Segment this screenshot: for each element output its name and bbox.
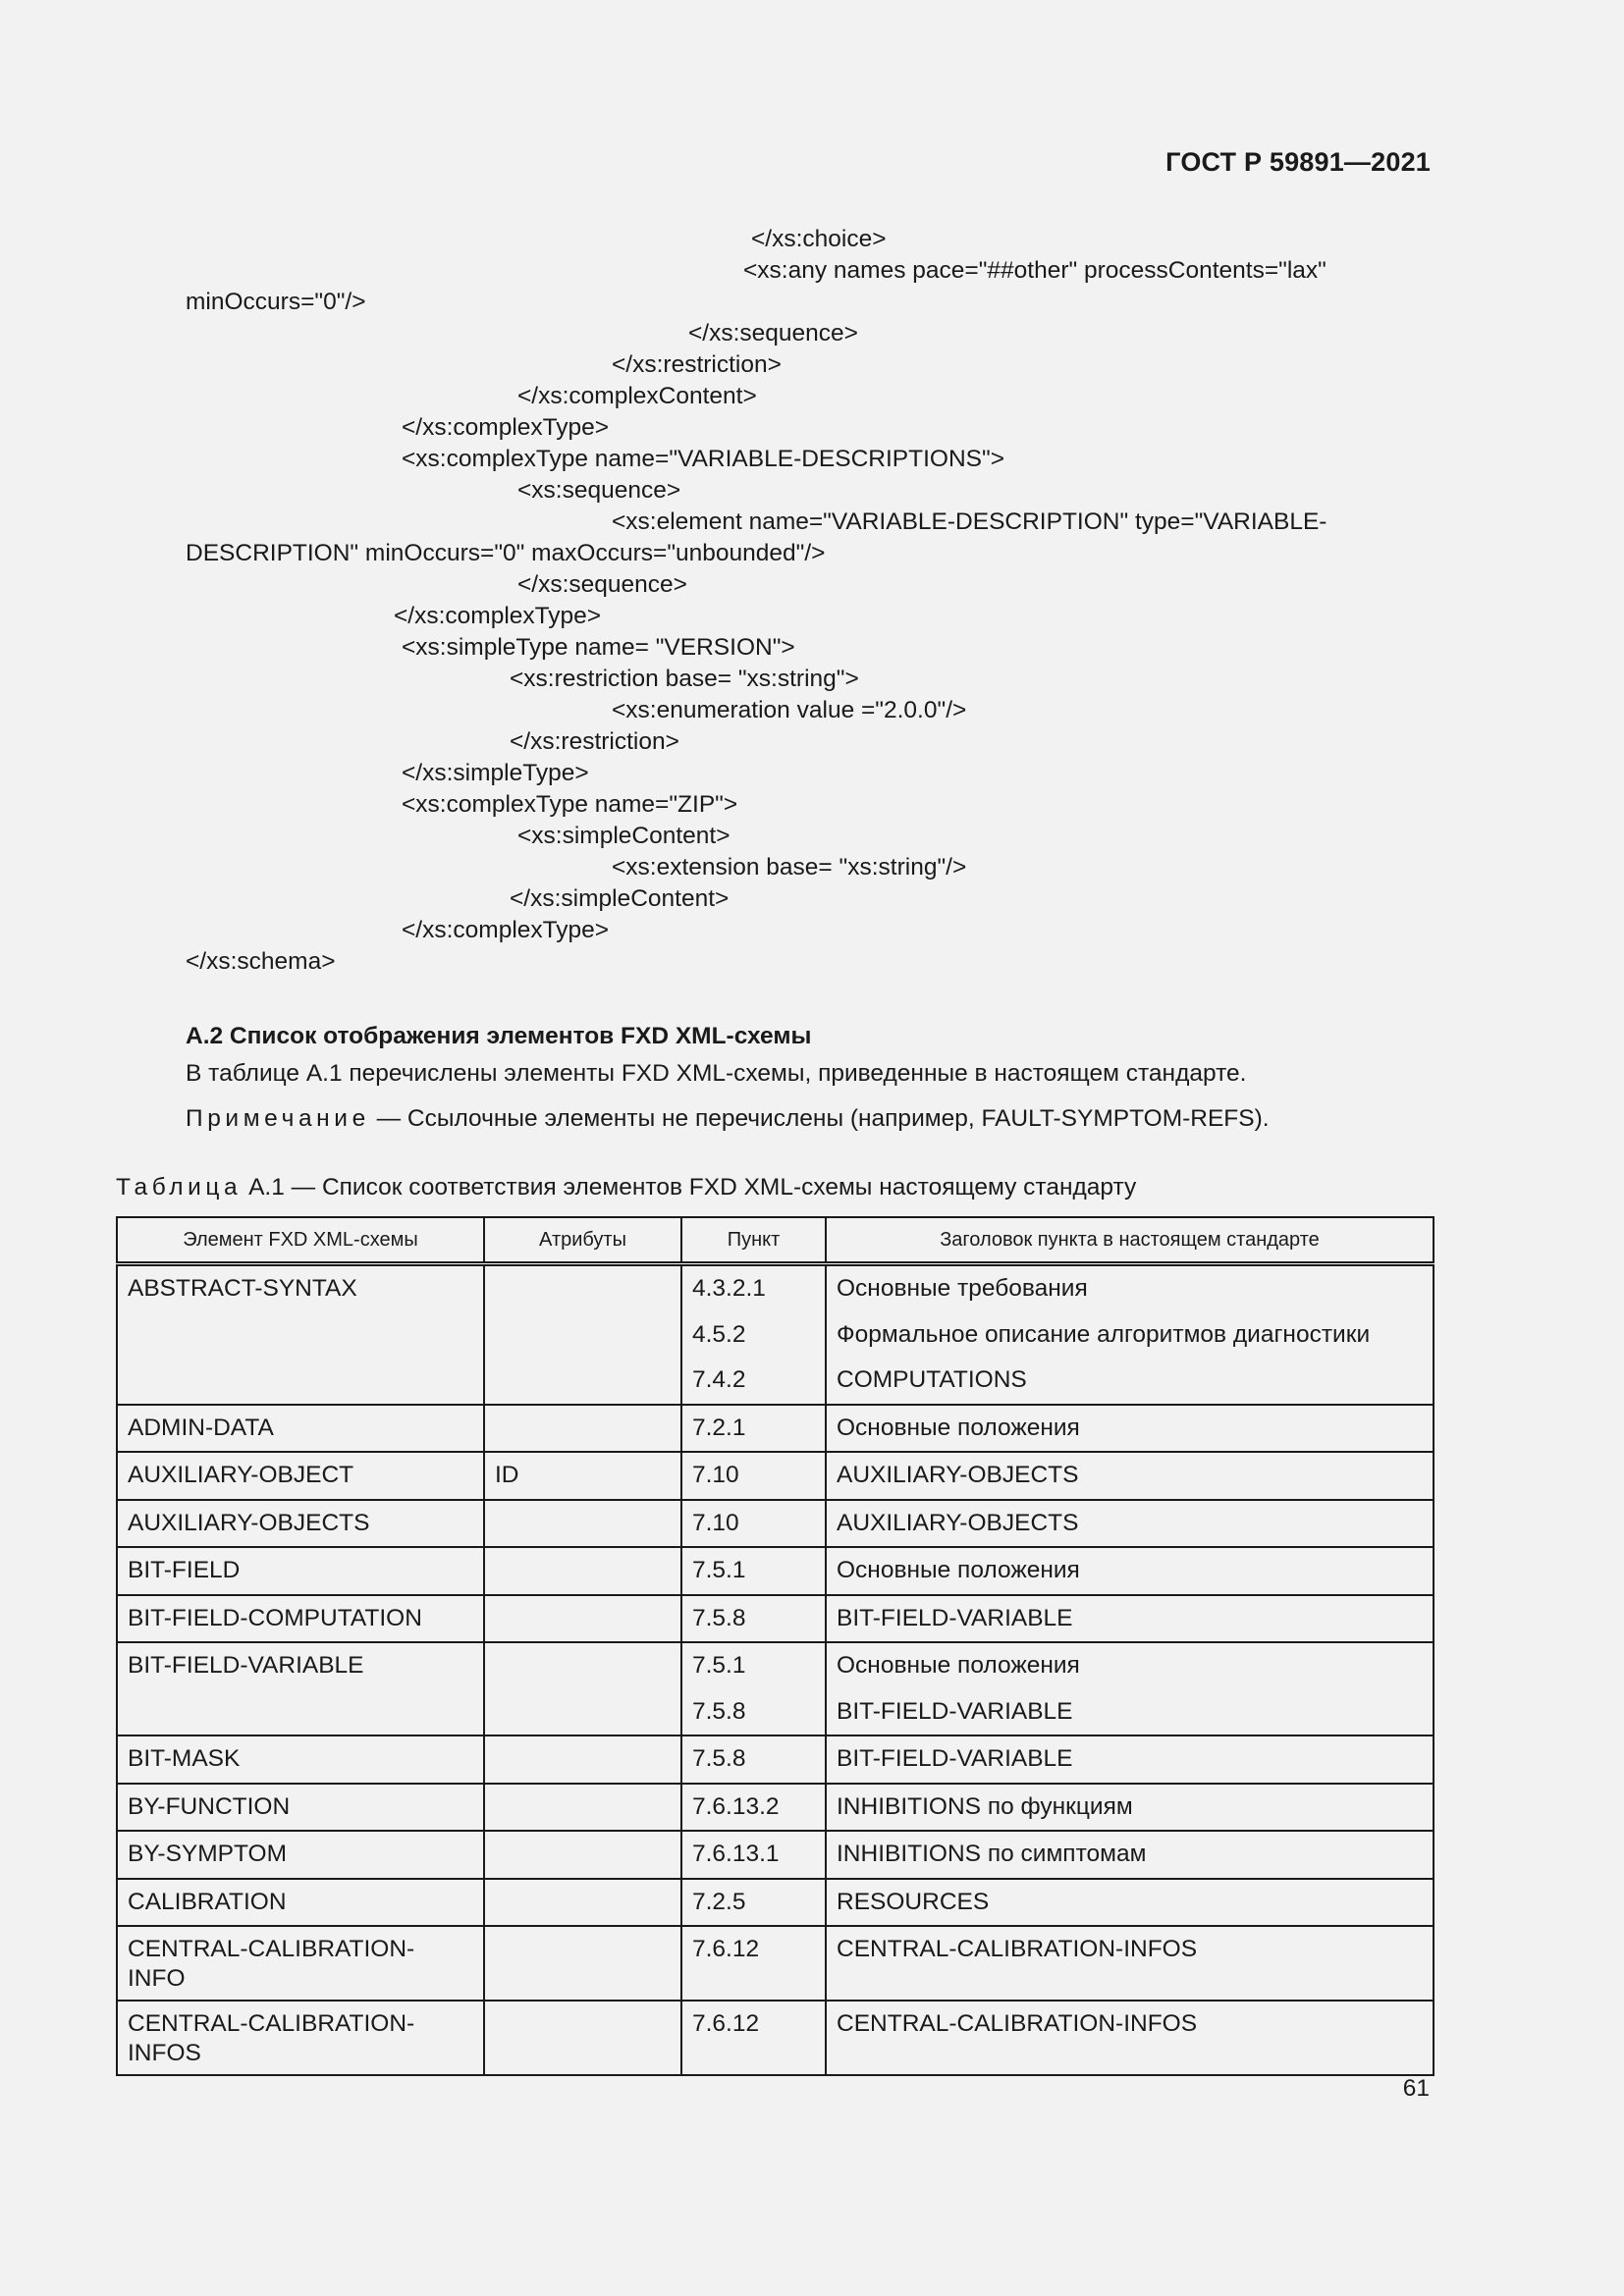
element-cell	[117, 1595, 484, 1643]
attribute-cell	[484, 2001, 681, 2075]
header-attributes: Атрибуты	[484, 1217, 681, 1264]
code-line: <xs:enumeration value ="2.0.0"/>	[612, 697, 967, 723]
clause-number: 7.5.8	[692, 1604, 746, 1631]
element-name: CENTRAL-CALIBRATION- INFOS	[128, 2010, 415, 2066]
attribute-cell	[484, 1735, 681, 1784]
element-name: AUXILIARY-OBJECTS	[128, 1509, 370, 1536]
table-row	[117, 1452, 1434, 1500]
attribute-value: ID	[495, 1462, 519, 1488]
code-line: <xs:element name="VARIABLE-DESCRIPTION" type="VARIABLE-	[612, 508, 1327, 535]
header-clause: Пункт	[681, 1217, 826, 1264]
code-line: </xs:simpleType>	[402, 760, 589, 786]
attribute-value	[495, 1406, 671, 1452]
attribute-cell	[484, 1879, 681, 1927]
attribute-cell	[484, 1642, 681, 1735]
element-name: CENTRAL-CALIBRATION- INFO	[128, 1936, 415, 1992]
code-line: <xs:restriction base= "xs:string">	[510, 666, 859, 692]
table-caption	[116, 1174, 1136, 1201]
table-row	[117, 1405, 1434, 1453]
clause-title: BIT-FIELD-VARIABLE	[837, 1697, 1073, 1725]
clause-number: 4.5.2	[692, 1320, 746, 1348]
clause-title: BIT-FIELD-VARIABLE	[837, 1745, 1073, 1772]
clause-cell	[681, 1595, 826, 1643]
clause-cell	[681, 1735, 826, 1784]
attribute-value	[495, 2002, 671, 2015]
table-caption-label: Таблица	[116, 1174, 243, 1201]
clause-cell	[681, 1405, 826, 1453]
page-number: 61	[1402, 2075, 1430, 2102]
note	[186, 1105, 1270, 1133]
element-name: ABSTRACT-SYNTAX	[128, 1275, 357, 1302]
clause-number: 7.6.13.1	[692, 1841, 780, 1867]
code-line: DESCRIPTION" minOccurs="0" maxOccurs="unbounded"/>	[186, 540, 826, 566]
element-name: BIT-MASK	[128, 1745, 241, 1772]
attribute-cell	[484, 1500, 681, 1548]
clause-title: COMPUTATIONS	[837, 1366, 1027, 1393]
code-line: </xs:simpleContent>	[510, 885, 730, 912]
attribute-cell	[484, 1926, 681, 2001]
document-header: ГОСТ Р 59891—2021	[1165, 147, 1431, 177]
code-line: <xs:extension base= "xs:string"/>	[612, 854, 967, 881]
attribute-cell	[484, 1831, 681, 1879]
table-row	[117, 1547, 1434, 1595]
clause-title: Основные положения	[837, 1557, 1080, 1583]
element-cell	[117, 1452, 484, 1500]
element-name: BIT-FIELD-COMPUTATION	[128, 1604, 422, 1631]
table-row	[117, 1642, 1434, 1735]
clause-title-cell	[826, 1784, 1434, 1832]
clause-title-cell	[826, 1264, 1434, 1405]
attribute-value	[495, 1880, 671, 1926]
clause-number: 7.5.1	[692, 1557, 746, 1583]
code-line: </xs:complexContent>	[517, 383, 757, 409]
attribute-cell	[484, 1405, 681, 1453]
attribute-value	[495, 1596, 671, 1642]
clause-number: 7.10	[692, 1462, 739, 1488]
clause-number: 7.5.1	[692, 1652, 746, 1679]
clause-cell	[681, 1784, 826, 1832]
clause-title: AUXILIARY-OBJECTS	[837, 1462, 1079, 1488]
code-line: <xs:simpleType name= "VERSION">	[402, 634, 795, 661]
attribute-cell	[484, 1264, 681, 1405]
element-cell	[117, 1264, 484, 1405]
table-caption-text: А.1 — Список соответствия элементов FXD XML-схемы настоящему стандарту	[242, 1174, 1137, 1201]
table-row	[117, 1735, 1434, 1784]
clause-number: 7.6.13.2	[692, 1792, 780, 1820]
attribute-value	[495, 1501, 671, 1547]
clause-title: INHIBITIONS по функциям	[837, 1792, 1133, 1820]
element-name: CALIBRATION	[128, 1888, 287, 1915]
clause-title: RESOURCES	[837, 1888, 990, 1915]
element-name: BIT-FIELD	[128, 1557, 241, 1583]
attribute-value	[495, 1643, 671, 1689]
clause-title: Основные требования	[837, 1275, 1088, 1302]
clause-title: CENTRAL-CALIBRATION-INFOS	[837, 1936, 1198, 1962]
attribute-cell	[484, 1784, 681, 1832]
clause-title-cell	[826, 1879, 1434, 1927]
attribute-value	[495, 1548, 671, 1594]
clause-cell	[681, 1926, 826, 2001]
clause-cell	[681, 2001, 826, 2075]
clause-number: 7.6.12	[692, 1936, 760, 1962]
clause-number: 7.2.5	[692, 1888, 746, 1915]
note-text: — Ссылочные элементы не перечислены (например, FAULT-SYMPTOM-REFS).	[369, 1105, 1270, 1132]
clause-title: Основные положения	[837, 1652, 1080, 1679]
code-line: </xs:sequence>	[688, 320, 858, 347]
element-cell	[117, 1879, 484, 1927]
clause-title-cell	[826, 1642, 1434, 1735]
clause-cell	[681, 1879, 826, 1927]
clause-title: Формальное описание алгоритмов диагностики	[837, 1320, 1371, 1348]
clause-cell	[681, 1642, 826, 1735]
table-row	[117, 1831, 1434, 1879]
section-paragraph: В таблице А.1 перечислены элементы FXD XML-схемы, приведенные в настоящем стандарте.	[186, 1060, 1247, 1087]
attribute-cell	[484, 1595, 681, 1643]
clause-number: 7.4.2	[692, 1366, 746, 1393]
element-cell	[117, 1642, 484, 1735]
attribute-value	[495, 1832, 671, 1878]
clause-title: AUXILIARY-OBJECTS	[837, 1509, 1079, 1536]
table-row	[117, 1879, 1434, 1927]
attribute-value	[495, 1785, 671, 1831]
element-cell	[117, 1926, 484, 2001]
code-line: </xs:complexType>	[402, 917, 610, 943]
clause-title-cell	[826, 1405, 1434, 1453]
element-name: BY-FUNCTION	[128, 1792, 291, 1820]
element-cell	[117, 1784, 484, 1832]
element-name: BY-SYMPTOM	[128, 1841, 288, 1867]
clause-cell	[681, 1500, 826, 1548]
clause-title-cell	[826, 2001, 1434, 2075]
element-cell	[117, 2001, 484, 2075]
clause-number: 7.6.12	[692, 2010, 760, 2037]
code-line: </xs:restriction>	[510, 728, 679, 755]
clause-cell	[681, 1547, 826, 1595]
code-line: minOccurs="0"/>	[186, 289, 366, 315]
clause-title: INHIBITIONS по симптомам	[837, 1841, 1147, 1867]
code-line: </xs:complexType>	[394, 603, 602, 629]
element-cell	[117, 1831, 484, 1879]
elements-table	[116, 1216, 1435, 2076]
header-element: Элемент FXD XML-схемы	[117, 1217, 484, 1264]
clause-title-cell	[826, 1926, 1434, 2001]
clause-number: 4.3.2.1	[692, 1275, 766, 1302]
clause-cell	[681, 1452, 826, 1500]
element-name: ADMIN-DATA	[128, 1414, 274, 1441]
code-line: <xs:complexType name="ZIP">	[402, 791, 738, 818]
clause-title-cell	[826, 1500, 1434, 1548]
table-row	[117, 1784, 1434, 1832]
code-line: <xs:simpleContent>	[517, 823, 731, 849]
xml-code-block	[186, 224, 1364, 978]
clause-title: Основные положения	[837, 1414, 1080, 1441]
clause-cell	[681, 1264, 826, 1405]
code-line: <xs:any names pace="##other" processContents="lax"	[743, 257, 1326, 284]
clause-cell	[681, 1831, 826, 1879]
code-line: </xs:restriction>	[612, 351, 782, 378]
table-row	[117, 1926, 1434, 2001]
table-row	[117, 1595, 1434, 1643]
attribute-value	[495, 1266, 671, 1312]
clause-number: 7.5.8	[692, 1745, 746, 1772]
table-header-row	[117, 1217, 1434, 1264]
clause-title-cell	[826, 1452, 1434, 1500]
header-clause-title: Заголовок пункта в настоящем стандарте	[826, 1217, 1434, 1264]
code-line: <xs:sequence>	[517, 477, 681, 504]
code-line: </xs:sequence>	[517, 571, 687, 598]
attribute-value	[495, 1927, 671, 1941]
code-line: <xs:complexType name="VARIABLE-DESCRIPTIONS">	[402, 446, 1005, 472]
clause-title-cell	[826, 1547, 1434, 1595]
element-cell	[117, 1405, 484, 1453]
element-name: BIT-FIELD-VARIABLE	[128, 1652, 364, 1679]
clause-number: 7.5.8	[692, 1697, 746, 1725]
code-line: </xs:complexType>	[402, 414, 610, 441]
table-row	[117, 1264, 1434, 1405]
note-label: Примечание	[186, 1105, 370, 1132]
clause-title: CENTRAL-CALIBRATION-INFOS	[837, 2010, 1198, 2037]
clause-title-cell	[826, 1595, 1434, 1643]
table-row	[117, 2001, 1434, 2075]
attribute-value	[495, 1736, 671, 1783]
clause-number: 7.10	[692, 1509, 739, 1536]
attribute-cell	[484, 1452, 681, 1500]
code-line: </xs:choice>	[751, 226, 887, 252]
element-cell	[117, 1500, 484, 1548]
code-line: </xs:schema>	[186, 948, 336, 975]
element-cell	[117, 1735, 484, 1784]
section-title: А.2 Список отображения элементов FXD XML-схемы	[186, 1023, 812, 1049]
clause-title-cell	[826, 1831, 1434, 1879]
clause-title: BIT-FIELD-VARIABLE	[837, 1604, 1073, 1631]
clause-title-cell	[826, 1735, 1434, 1784]
element-cell	[117, 1547, 484, 1595]
attribute-cell	[484, 1547, 681, 1595]
element-name: AUXILIARY-OBJECT	[128, 1462, 354, 1488]
clause-number: 7.2.1	[692, 1414, 746, 1441]
table-row	[117, 1500, 1434, 1548]
